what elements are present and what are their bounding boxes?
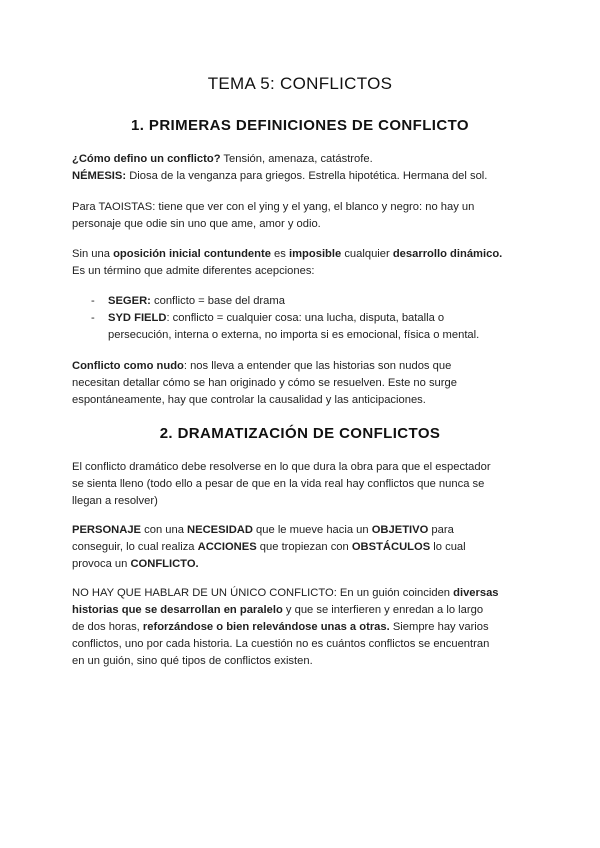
text-run: Siempre hay varios [389,621,489,633]
list-item-text [108,293,531,310]
text-line [72,522,532,539]
text-line: en un guión, sino qué tipos de conflictos existen. [72,655,313,667]
text-run: conseguir, lo cual realiza [72,541,198,553]
text-line: El conflicto dramático debe resolverse en lo que dura la obra para que el espectador [72,461,491,473]
text-run: y que se interfieren y enredan a lo largo [282,604,484,616]
list-item [91,293,531,310]
text-line: personaje que odie sin uno que ame, amor y odio. [72,218,321,230]
section-1-heading: 1. PRIMERAS DEFINICIONES DE CONFLICTO [131,117,469,134]
text-run: de dos horas, [72,621,143,633]
bold-run: historias que se desarrollan en paralelo [72,604,283,616]
bold-run: oposición inicial contundente [113,248,271,260]
section-2-heading: 2. DRAMATIZACIÓN DE CONFLICTOS [159,425,441,442]
text-line: espontáneamente, hay que controlar la causalidad y las anticipaciones. [72,394,426,406]
text-run: con una [141,524,188,536]
section-2-paragraph-historias [72,585,532,670]
definition-line [72,151,532,168]
bold-run: desarrollo dinámico. [392,248,503,260]
text-line [72,539,532,556]
bold-run: reforzándose o bien relevándose unas a otras. [142,621,390,633]
text-line [72,602,532,619]
text-line [72,556,532,573]
bold-run: diversas [453,587,499,599]
text-run: NO HAY QUE HABLAR DE UN ÚNICO CONFLICTO: En un guión coinciden [72,587,454,599]
text-run: para [428,524,454,536]
section-1-paragraph-taoistas [72,199,532,233]
section-1-paragraph-nudo [72,358,532,409]
list-dash: - [91,312,95,324]
nemesis-line [72,168,532,185]
bold-run: SEGER: [108,295,151,307]
text-run: lo cual [430,541,466,553]
section-1-paragraph-definition [72,151,532,185]
bold-run: SYD FIELD [108,312,167,324]
acepciones-list [91,293,531,344]
text-line: llegan a resolver) [72,495,158,507]
list-item [91,310,531,344]
section-1-paragraph-oposicion [72,246,532,280]
document-title: TEMA 5: CONFLICTOS [207,74,393,93]
question-answer: Tensión, amenaza, catástrofe. [220,153,373,165]
bold-run: Conflicto como nudo [72,360,184,372]
text-line: necesitan detallar cómo se han originado y cómo se resuelven. Este no surge [72,377,457,389]
question-bold: ¿Cómo defino un conflicto? [72,153,221,165]
bold-run: ACCIONES [197,541,257,553]
section-2-paragraph-dramatico [72,459,532,510]
nemesis-text: Diosa de la venganza para griegos. Estrella hipotética. Hermana del sol. [126,170,488,182]
text-run: que tropiezan con [256,541,352,553]
text-run: es [270,248,289,260]
text-line [72,358,532,375]
text-run: provoca un [72,558,131,570]
bold-run: PERSONAJE [72,524,142,536]
text-run: : nos lleva a entender que las historias son nudos que [183,360,452,372]
bold-run: OBSTÁCULOS [351,541,431,553]
section-2-paragraph-personaje [72,522,532,573]
text-run: : conflicto = cualquier cosa: una lucha, disputa, batalla o [166,312,445,324]
text-run: que le mueve hacia un [252,524,372,536]
text-line [72,619,532,636]
text-line [72,246,532,263]
text-line: Es un término que admite diferentes acepciones: [72,265,315,277]
text-line: conflictos, uno por cada historia. La cuestión no es cuántos conflictos se encuentran [72,638,490,650]
nemesis-bold: NÉMESIS: [72,170,127,182]
bold-run: NECESIDAD [187,524,253,536]
list-dash: - [91,295,95,307]
text-run: conflicto = base del drama [150,295,285,307]
text-run: cualquier [341,248,393,260]
text-line: Para TAOISTAS: tiene que ver con el ying y el yang, el blanco y negro: no hay un [72,201,475,213]
list-item-text: persecución, interna o externa, no importa si es emocional, física o mental. [108,329,480,341]
list-item-text [108,310,531,327]
text-run: Sin una [72,248,114,260]
text-line [72,585,532,602]
text-line: se sienta lleno (todo ello a pesar de que en la vida real hay conflictos que nunca se [72,478,485,490]
bold-run: OBJETIVO [371,524,429,536]
bold-run: imposible [289,248,342,260]
bold-run: CONFLICTO. [130,558,199,570]
